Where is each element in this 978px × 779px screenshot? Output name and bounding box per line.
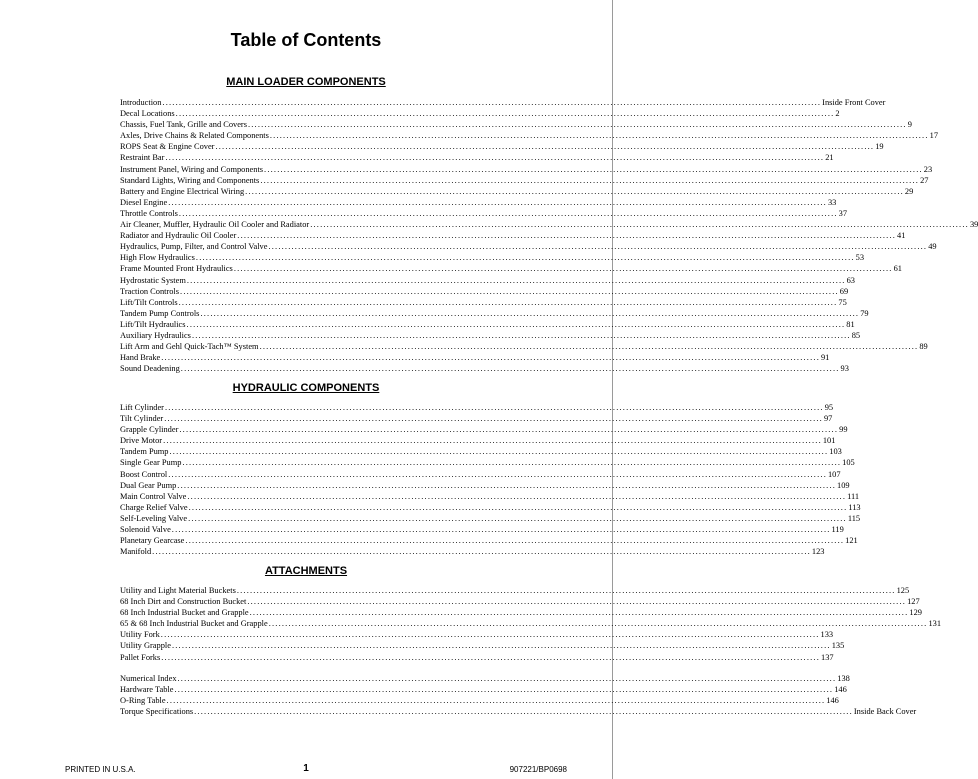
toc-entry-label: Single Gear Pump: [120, 458, 182, 468]
toc-entry-page: 105: [842, 458, 855, 468]
dot-leader: ........................................................................................................................................................................................................: [163, 436, 822, 446]
toc-entry-label: Drive Motor: [120, 436, 163, 446]
toc-entry-label: Diesel Engine: [120, 197, 168, 207]
toc-entry: [120, 97, 886, 108]
dot-leader: ........................................................................................................................................................................................................: [268, 242, 928, 252]
dot-leader: ........................................................................................................................................................................................................: [182, 458, 842, 468]
toc-entry-label: High Flow Hydraulics: [120, 253, 195, 263]
dot-leader: ........................................................................................................................................................................................................: [164, 403, 824, 412]
toc-entry-page: 135: [831, 641, 845, 651]
toc-entry-label: Radiator and Hydraulic Oil Cooler: [120, 231, 237, 241]
dot-leader: ........................................................................................................................................................................................................: [188, 513, 847, 523]
toc-entry-page: Inside Front Cover: [822, 98, 886, 107]
toc-entry-label: Charge Relief Valve: [120, 502, 188, 512]
toc-entry: [120, 469, 841, 480]
printed-in-label: PRINTED IN U.S.A.: [65, 765, 136, 774]
toc-entry-label: Lift/Tilt Controls: [120, 297, 178, 307]
toc-entry: [120, 546, 825, 557]
toc-entry-page: 99: [839, 425, 848, 435]
toc-entry-label: Lift/Tilt Hydraulics: [120, 319, 186, 329]
dot-leader: ........................................................................................................................................................................................................: [168, 197, 827, 207]
toc-entry: [120, 197, 837, 208]
toc-entry-page: 89: [919, 342, 928, 352]
toc-entry: [120, 141, 884, 152]
toc-entry-label: Numerical Index: [120, 674, 177, 683]
toc-entry-label: Planetary Gearcase: [120, 536, 185, 546]
toc-entry: [120, 524, 844, 535]
toc-entry-page: 103: [829, 447, 842, 457]
dot-leader: ........................................................................................................................................................................................................: [162, 98, 822, 107]
toc-entry-label: Utility Fork: [120, 630, 160, 640]
toc-entry-page: 41: [897, 231, 906, 241]
dot-leader: ........................................................................................................................................................................................................: [175, 109, 835, 119]
toc-entry-label: Grapple Cylinder: [120, 425, 179, 435]
dot-leader: ........................................................................................................................................................................................................: [245, 186, 904, 196]
dot-leader: ........................................................................................................................................................................................................: [237, 231, 897, 241]
toc-entry-label: Auxiliary Hydraulics: [120, 330, 191, 340]
toc-entry-page: 146: [826, 696, 839, 706]
toc-entry-page: 17: [929, 131, 938, 141]
dot-leader: ........................................................................................................................................................................................................: [187, 491, 847, 501]
toc-entry: [120, 424, 848, 435]
dot-leader: ........................................................................................................................................................................................................: [185, 536, 845, 546]
toc-entry-page: 39: [969, 220, 978, 230]
toc-entry-label: Lift Arm and Gehl Quick-Tach™ System: [120, 342, 259, 352]
toc-entry-page: 85: [851, 330, 861, 340]
toc-entry: [120, 618, 941, 629]
toc-entry: [120, 480, 850, 491]
toc-entry: [120, 119, 912, 130]
toc-entry-page: 2: [835, 109, 840, 119]
toc-entry-page: 23: [923, 164, 933, 174]
toc-entry: [120, 297, 847, 308]
toc-entry: [120, 446, 842, 457]
dot-leader: ........................................................................................................................................................................................................: [268, 619, 928, 629]
toc-entry-label: Pallet Forks: [120, 652, 161, 662]
toc-list-main-loader: [120, 97, 978, 374]
toc-entry-label: Decal Locations: [120, 109, 175, 119]
toc-entry: [120, 513, 861, 524]
toc-list-appendix: [120, 673, 917, 717]
toc-entry: [120, 286, 849, 297]
toc-entry-page: 146: [834, 685, 847, 695]
toc-entry-page: 101: [822, 436, 836, 446]
toc-entry-label: Axles, Drive Chains & Related Components: [120, 131, 269, 141]
dot-leader: ........................................................................................................................................................................................................: [215, 142, 875, 152]
toc-entry-label: Hand Brake: [120, 353, 161, 363]
toc-entry-page: 33: [827, 197, 837, 207]
toc-list-hydraulic: [120, 402, 861, 557]
toc-entry-label: 68 Inch Industrial Bucket and Grapple: [120, 608, 249, 618]
toc-entry-label: Instrument Panel, Wiring and Components: [120, 164, 264, 174]
toc-entry-label: Manifold: [120, 547, 152, 557]
toc-entry-page: 133: [820, 630, 834, 640]
dot-leader: ........................................................................................................................................................................................................: [177, 674, 837, 683]
toc-entry-label: Battery and Engine Electrical Wiring: [120, 186, 245, 196]
toc-entry-page: 125: [896, 586, 910, 595]
dot-leader: ........................................................................................................................................................................................................: [171, 641, 831, 651]
toc-entry-label: 65 & 68 Inch Industrial Bucket and Grapple: [120, 619, 268, 629]
toc-entry-page: 131: [928, 619, 941, 629]
section-heading-hydraulic: HYDRAULIC COMPONENTS: [232, 382, 380, 394]
dot-leader: ........................................................................................................................................................................................................: [161, 652, 820, 662]
toc-entry: [120, 275, 855, 286]
page-title: Table of Contents: [230, 30, 382, 50]
toc-entry-label: Hydrostatic System: [120, 275, 186, 285]
toc-entry-page: 29: [904, 186, 914, 196]
toc-entry: [120, 108, 840, 119]
toc-entry: [120, 241, 937, 252]
dot-leader: ........................................................................................................................................................................................................: [177, 480, 837, 490]
dot-leader: ........................................................................................................................................................................................................: [264, 164, 923, 174]
toc-entry: [120, 252, 865, 263]
dot-leader: ........................................................................................................................................................................................................: [178, 297, 838, 307]
toc-entry: [120, 673, 850, 684]
toc-entry: [120, 208, 848, 219]
toc-entry-label: Restraint Bar: [120, 153, 165, 163]
toc-entry: [120, 363, 849, 374]
toc-entry: [120, 308, 869, 319]
toc-entry: [120, 319, 855, 330]
dot-leader: ........................................................................................................................................................................................................: [200, 308, 860, 318]
toc-entry-page: 63: [846, 275, 855, 285]
toc-entry-page: 138: [837, 674, 850, 683]
toc-entry-page: 81: [846, 319, 855, 329]
toc-entry-page: 69: [839, 286, 849, 296]
page-number: 1: [303, 763, 309, 774]
toc-entry: [120, 629, 834, 640]
toc-entry: [120, 585, 910, 596]
dot-leader: ........................................................................................................................................................................................................: [164, 414, 823, 424]
toc-entry-page: 61: [893, 264, 902, 274]
toc-entry-label: Torque Specifications: [120, 707, 194, 717]
dot-leader: ........................................................................................................................................................................................................: [186, 275, 846, 285]
dot-leader: ........................................................................................................................................................................................................: [195, 253, 855, 263]
toc-entry: [120, 652, 834, 663]
dot-leader: ........................................................................................................................................................................................................: [171, 525, 831, 535]
toc-entry: [120, 502, 861, 513]
toc-entry-page: 79: [860, 308, 869, 318]
toc-entry-page: 129: [909, 608, 922, 618]
toc-entry-label: Solenoid Valve: [120, 525, 171, 535]
toc-entry: [120, 596, 920, 607]
toc-entry-label: Traction Controls: [120, 286, 180, 296]
toc-entry-label: Hydraulics, Pump, Filter, and Control Valve: [120, 242, 268, 252]
toc-entry: [120, 684, 847, 695]
toc-entry-page: 91: [820, 353, 830, 363]
toc-entry-label: Air Cleaner, Muffler, Hydraulic Oil Cooler and Radiator: [120, 220, 310, 230]
toc-entry-label: Tandem Pump: [120, 447, 169, 457]
toc-entry-label: Utility and Light Material Buckets: [120, 586, 236, 595]
dot-leader: ........................................................................................................................................................................................................: [160, 630, 820, 640]
toc-entry: [120, 164, 933, 175]
toc-entry-label: Boost Control: [120, 469, 168, 479]
toc-entry-label: Frame Mounted Front Hydraulics: [120, 264, 233, 274]
toc-entry-page: 127: [907, 597, 920, 607]
dot-leader: ........................................................................................................................................................................................................: [249, 608, 909, 618]
dot-leader: ........................................................................................................................................................................................................: [169, 447, 829, 457]
section-heading-main-loader: MAIN LOADER COMPONENTS: [226, 76, 386, 88]
dot-leader: ........................................................................................................................................................................................................: [179, 425, 839, 435]
toc-entry-page: 37: [838, 208, 848, 218]
toc-entry: [120, 607, 922, 618]
dot-leader: ........................................................................................................................................................................................................: [186, 319, 846, 329]
dot-leader: ........................................................................................................................................................................................................: [194, 707, 853, 717]
toc-entry-page: 111: [847, 491, 860, 501]
toc-entry-label: O-Ring Table: [120, 696, 166, 706]
toc-entry-page: 75: [838, 297, 847, 307]
toc-entry-page: 53: [855, 253, 865, 263]
toc-entry: [120, 352, 830, 363]
dot-leader: ........................................................................................................................................................................................................: [152, 547, 811, 557]
toc-entry-page: 49: [928, 242, 937, 252]
toc-entry-page: 109: [837, 480, 850, 490]
toc-entry: [120, 435, 836, 446]
dot-leader: ........................................................................................................................................................................................................: [166, 696, 826, 706]
toc-entry-label: Throttle Controls: [120, 208, 178, 218]
toc-entry-page: 93: [840, 364, 849, 374]
dot-leader: ........................................................................................................................................................................................................: [259, 342, 919, 352]
toc-entry: [120, 402, 834, 413]
dot-leader: ........................................................................................................................................................................................................: [180, 364, 840, 374]
toc-entry-page: Inside Back Cover: [853, 707, 917, 717]
toc-entry-page: 115: [847, 513, 861, 523]
toc-entry-page: 121: [845, 536, 858, 546]
toc-entry: [120, 330, 861, 341]
dot-leader: ........................................................................................................................................................................................................: [174, 685, 834, 695]
toc-entry-label: Introduction: [120, 98, 162, 107]
toc-entry: [120, 230, 906, 241]
toc-list-attachments: [120, 585, 941, 663]
toc-entry-page: 9: [907, 120, 912, 130]
toc-entry-page: 107: [827, 469, 841, 479]
toc-entry-page: 21: [825, 153, 834, 163]
dot-leader: ........................................................................................................................................................................................................: [233, 264, 893, 274]
toc-entry-label: 68 Inch Dirt and Construction Bucket: [120, 597, 247, 607]
toc-entry-label: Dual Gear Pump: [120, 480, 177, 490]
toc-entry-label: Utility Grapple: [120, 641, 171, 651]
dot-leader: ........................................................................................................................................................................................................: [180, 286, 839, 296]
toc-entry-label: Chassis, Fuel Tank, Grille and Covers: [120, 120, 247, 130]
toc-entry: [120, 535, 858, 546]
toc-entry: [120, 706, 917, 717]
toc-entry-label: Tandem Pump Controls: [120, 308, 200, 318]
toc-entry-page: 97: [823, 414, 833, 424]
toc-entry-label: Standard Lights, Wiring and Components: [120, 175, 260, 185]
toc-entry: [120, 341, 928, 352]
dot-leader: ........................................................................................................................................................................................................: [161, 353, 820, 363]
toc-entry: [120, 695, 839, 706]
toc-entry: [120, 186, 914, 197]
toc-entry-page: 119: [831, 525, 844, 535]
toc-entry-page: 113: [848, 502, 861, 512]
dot-leader: ........................................................................................................................................................................................................: [269, 131, 929, 141]
toc-entry-label: Sound Deadening: [120, 364, 180, 374]
toc-entry: [120, 457, 855, 468]
document-code: 907221/BP0698: [509, 765, 567, 774]
toc-entry-label: Tilt Cylinder: [120, 414, 164, 424]
dot-leader: ........................................................................................................................................................................................................: [236, 586, 896, 595]
dot-leader: ........................................................................................................................................................................................................: [191, 330, 851, 340]
toc-entry-label: Hardware Table: [120, 685, 174, 695]
toc-entry: [120, 491, 860, 502]
dot-leader: ........................................................................................................................................................................................................: [260, 175, 920, 185]
dot-leader: ........................................................................................................................................................................................................: [168, 469, 827, 479]
toc-entry: [120, 130, 938, 141]
toc-entry-label: ROPS Seat & Engine Cover: [120, 142, 215, 152]
toc-entry-page: 95: [824, 403, 834, 412]
dot-leader: ........................................................................................................................................................................................................: [178, 208, 838, 218]
section-heading-attachments: ATTACHMENTS: [264, 565, 348, 577]
toc-entry: [120, 175, 929, 186]
toc-entry-label: Main Control Valve: [120, 491, 187, 501]
toc-entry-label: Self-Leveling Valve: [120, 513, 188, 523]
dot-leader: ........................................................................................................................................................................................................: [310, 220, 969, 230]
toc-entry: [120, 413, 833, 424]
dot-leader: ........................................................................................................................................................................................................: [165, 153, 825, 163]
dot-leader: ........................................................................................................................................................................................................: [247, 597, 907, 607]
toc-entry: [120, 263, 902, 274]
toc-entry-page: 27: [920, 175, 929, 185]
toc-entry: [120, 152, 834, 163]
toc-entry-page: 137: [821, 652, 834, 662]
toc-entry: [120, 219, 978, 230]
toc-entry: [120, 640, 845, 651]
dot-leader: ........................................................................................................................................................................................................: [247, 120, 907, 130]
toc-entry-page: 123: [811, 547, 825, 557]
toc-entry-page: 19: [875, 142, 884, 152]
dot-leader: ........................................................................................................................................................................................................: [188, 502, 848, 512]
toc-entry-label: Lift Cylinder: [120, 403, 164, 412]
